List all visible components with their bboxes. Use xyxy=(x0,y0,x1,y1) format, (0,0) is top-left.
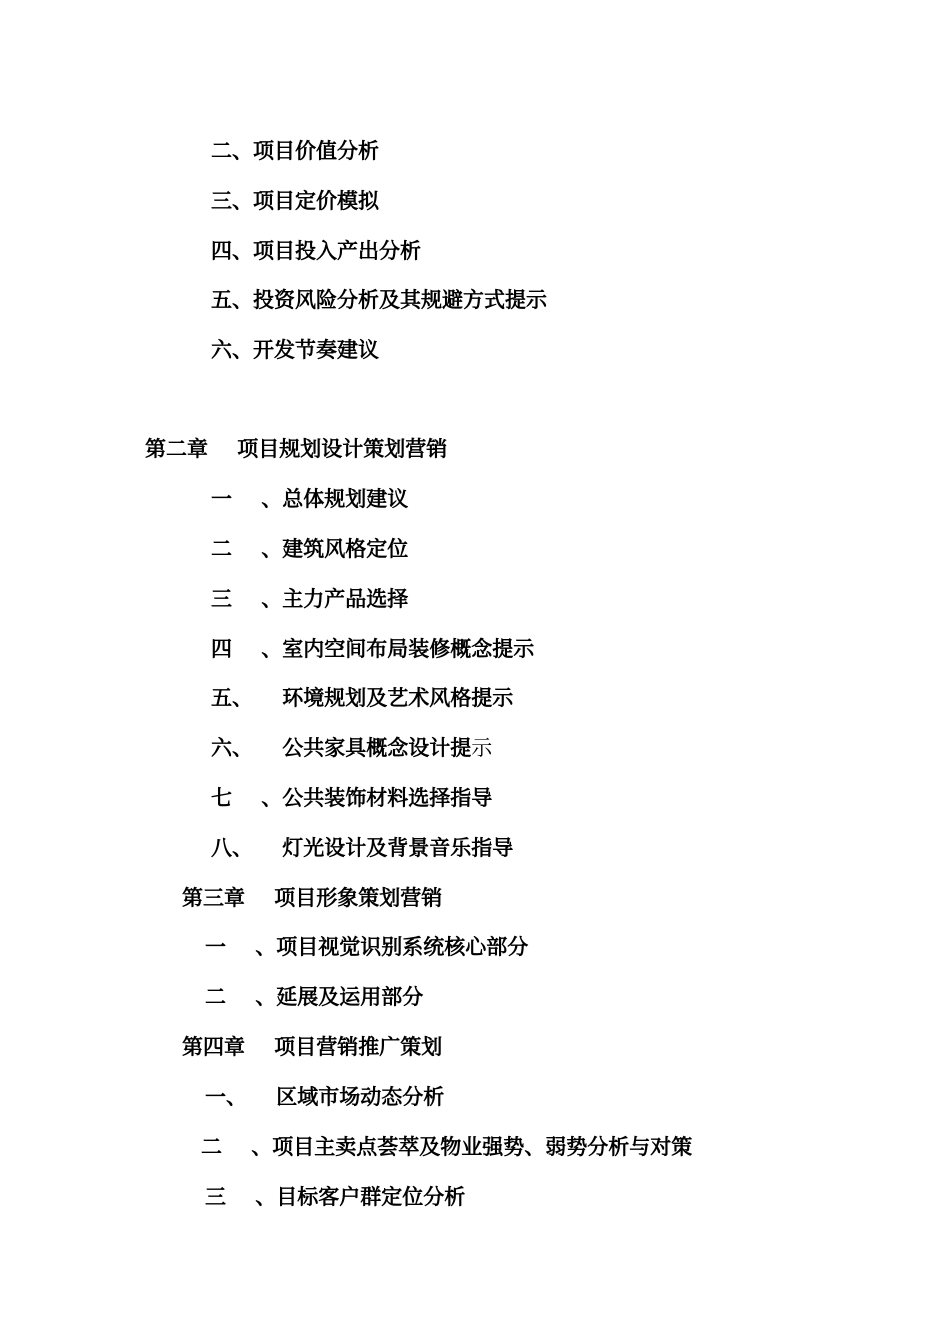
toc-item-public-furniture-tail: 示 xyxy=(471,736,493,760)
toc-item-visual-identity: 一 、项目视觉识别系统核心部分 xyxy=(205,935,529,959)
toc-item-main-product: 三 、主力产品选择 xyxy=(211,587,409,611)
toc-item-interior-layout: 四 、室内空间布局装修概念提示 xyxy=(211,637,535,661)
chapter-heading-4: 第四章 项目营销推广策划 xyxy=(182,1035,443,1059)
chapter-heading-2: 第二章 项目规划设计策划营销 xyxy=(145,437,448,461)
toc-item-input-output-analysis: 四、项目投入产出分析 xyxy=(211,239,421,263)
toc-item-regional-market: 一、 区域市场动态分析 xyxy=(205,1085,445,1109)
toc-item-development-pace: 六、开发节奏建议 xyxy=(211,338,379,362)
toc-item-selling-points: 二 、项目主卖点荟萃及物业强势、弱势分析与对策 xyxy=(201,1135,693,1159)
toc-item-decoration-materials: 七 、公共装饰材料选择指导 xyxy=(211,786,493,810)
toc-item-lighting-music: 八、 灯光设计及背景音乐指导 xyxy=(211,836,514,860)
toc-item-environment-planning: 五、 环境规划及艺术风格提示 xyxy=(211,686,514,710)
toc-item-master-planning: 一 、总体规划建议 xyxy=(211,487,409,511)
toc-item-public-furniture xyxy=(211,735,492,761)
toc-item-public-furniture-text: 六、 公共家具概念设计提 xyxy=(211,736,472,760)
toc-item-risk-analysis: 五、投资风险分析及其规避方式提示 xyxy=(211,288,547,312)
toc-item-value-analysis: 二、项目价值分析 xyxy=(211,139,379,163)
toc-item-pricing-simulation: 三、项目定价模拟 xyxy=(211,189,379,213)
toc-item-extension-application: 二 、延展及运用部分 xyxy=(205,985,424,1009)
chapter-heading-3: 第三章 项目形象策划营销 xyxy=(182,886,443,910)
toc-item-target-customers: 三 、目标客户群定位分析 xyxy=(205,1185,466,1209)
toc-item-architectural-style: 二 、建筑风格定位 xyxy=(211,537,409,561)
